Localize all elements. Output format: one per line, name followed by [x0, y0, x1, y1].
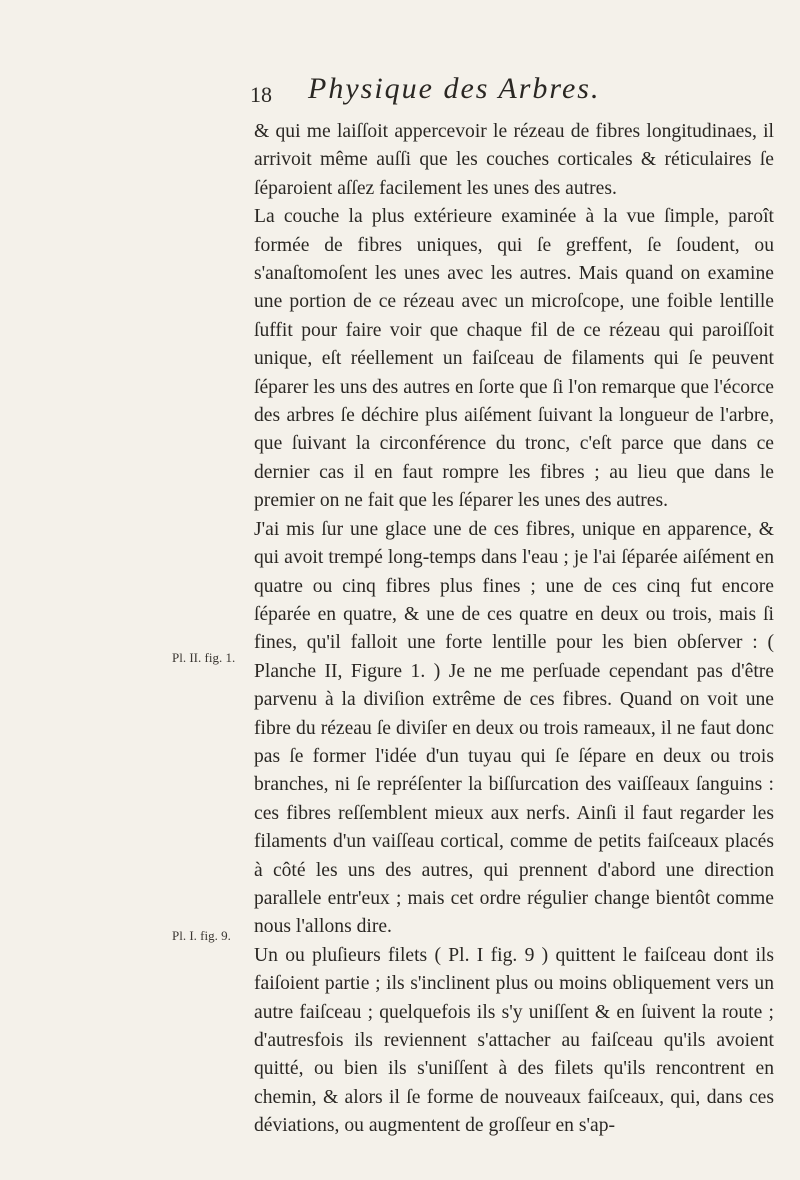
margin-note-plate-2: Pl. II. fig. 1.: [172, 650, 236, 665]
running-title: Physique des Arbres.: [308, 72, 601, 105]
paragraph: & qui me laiſſoit appercevoir le rézeau de fibres longitudinaes, il arrivoit même auſſi que les couches corticales & réticulaires ſe ſéparoient aſſez facilement les unes des autres.: [254, 121, 774, 199]
margin-note-plate-1: Pl. I. fig. 9.: [172, 928, 231, 943]
page-header: [250, 72, 770, 112]
paragraph: J'ai mis ſur une glace une de ces fibres, unique en apparence, & qui avoit trempé long-temps dans l'eau ; je l'ai ſéparée aiſément en quatre ou cinq fibres plus fines ; une de ces cinq fut encore ſéparée en quatre, & une de ces quatre en deux ou trois, mais ſi fines, qu'il falloit une forte lentille pour les bien obſerver : ( Planche II, Figure 1. ) Je ne me perſuade cependant pas d'être parvenu à la diviſion extrême de ces fibres. Quand on voit une fibre du rézeau ſe diviſer en deux ou trois rameaux, il ne faut donc pas ſe former l'idée d'un tuyau qui ſe ſépare en deux ou trois branches, ni ſe repréſenter la biſſurcation des vaiſſeaux ſanguins : ces fibres reſſemblent mieux aux nerfs. Ainſi il faut regarder les filaments d'un vaiſſeau cortical, comme de petits faiſceaux placés à côté les uns des autres, qui prennent d'abord une direction parallele entr'eux ; mais cet ordre régulier change bientôt comme nous l'allons dire.: [254, 518, 774, 938]
paragraph: Un ou pluſieurs filets ( Pl. I fig. 9 ) quittent le faiſceau dont ils faiſoient partie ; ils s'inclinent plus ou moins obliquement vers un autre faiſceau ; quelquefois ils s'y uniſſent & en ſuivent la route ; d'autresfois ils reviennent s'attacher au faiſceau qu'ils avoient quitté, ou bien ils s'uniſſent à des filets qu'ils rencontrent en chemin, & alors il ſe forme de nouveaux faiſceaux, qui, dans ces déviations, ou augmentent de groſſeur en s'ap-: [254, 944, 774, 1137]
body-text: [254, 118, 774, 1141]
page-number: 18: [250, 82, 272, 107]
paragraph: La couche la plus extérieure examinée à la vue ſimple, paroît formée de fibres uniques, qui ſe greffent, ſe ſoudent, ou s'anaſtomoſent les unes avec les autres. Mais quand on examine une portion de ce rézeau avec un microſcope, une foible lentille ſuffit pour faire voir que chaque fil de ce rézeau qui paroiſſoit unique, eſt réellement un faiſceau de filaments qui ſe peuvent ſéparer les uns des autres en ſorte que ſi l'on remarque que l'écorce des arbres ſe déchire plus aiſément ſuivant la longueur de l'arbre, que ſuivant la circonférence du tronc, c'eſt parce que dans ce dernier cas il en faut rompre les fibres ; au lieu que dans le premier on ne fait que les ſéparer les unes des autres.: [254, 206, 774, 512]
